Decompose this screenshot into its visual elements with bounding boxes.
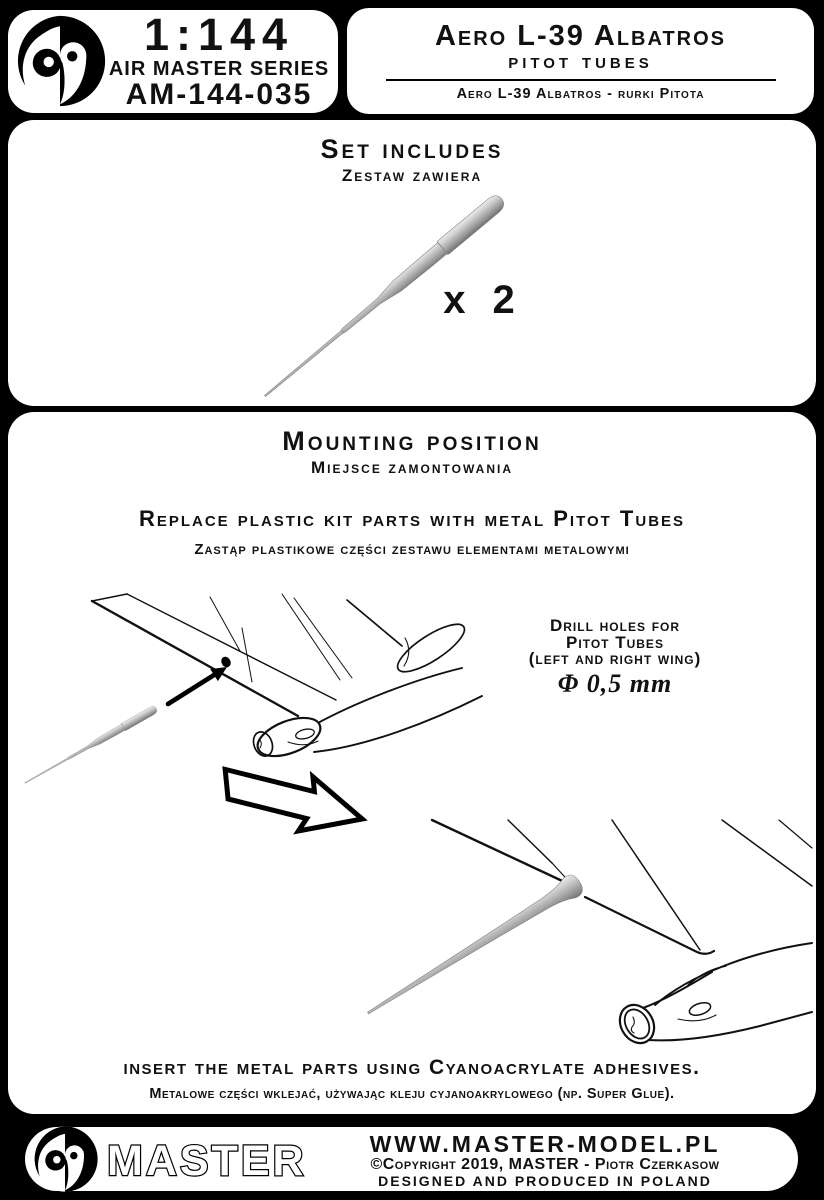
adhesive-instruction: insert the metal parts using Cyanoacrylate adhesives. [123,1056,701,1079]
replace-instruction: Replace plastic kit parts with metal Pitot Tubes [138,506,686,531]
series-label: AIR MASTER SERIES [108,58,330,80]
drill-note-line2: Pitot Tubes [566,632,664,652]
product-title: Aero L-39 Albatros [434,19,727,52]
aircraft-overview-drawing [92,594,482,764]
title-divider [386,79,776,81]
pointer-arrow [168,667,227,704]
drill-note [450,616,780,698]
drill-hole-dot [219,655,232,669]
mounting-position-section [8,412,816,1114]
drill-note-line1: Drill holes for [549,616,681,635]
footer-brand-pill [25,1127,798,1191]
product-subtitle: pitot tubes [508,49,653,73]
made-in-line: DESIGNED AND PRODUCED IN POLAND [378,1173,712,1189]
scale-label: 1:144 [143,9,295,60]
product-code: AM-144-035 [125,78,313,111]
website-url: WWW.MASTER-MODEL.PL [369,1131,721,1157]
set-includes-section [8,120,816,406]
master-spiral-logo-icon [31,1125,99,1193]
drill-note-line3: (left and right wing) [528,649,702,668]
metal-pitot-tube-mounted [362,872,586,1023]
quantity-label: x 2 [443,278,523,322]
svg-text:MASTER: MASTER [107,1137,307,1185]
mounting-heading: Mounting position [282,426,542,456]
replace-instruction-polish: Zastąp plastikowe części zestawu elementami metalowymi [194,541,630,558]
footer-bar [0,1122,824,1200]
big-outline-arrow [215,756,369,845]
metal-pitot-tube-small [23,705,158,787]
pitot-tube-illustration [8,120,816,406]
set-includes-heading-polish: Zestaw zawiera [341,166,483,185]
mounting-heading-polish: Miejsce zamontowania [310,458,513,477]
adhesive-instruction-polish: Metalowe części wklejać, używając kleju cyjanoakrylowego (np. Super Glue). [149,1086,675,1102]
copyright-line: ©Copyright 2019, MASTER - Piotr Czerkasow [370,1156,720,1173]
set-includes-heading: Set includes [320,134,504,164]
header-brand-box [8,10,338,113]
product-title-polish: Aero L-39 Albatros - rurki Pitota [456,85,705,102]
header-title-box [347,8,814,114]
master-spiral-logo-icon [13,14,107,108]
drill-diameter: Φ 0,5 mm [557,668,673,698]
